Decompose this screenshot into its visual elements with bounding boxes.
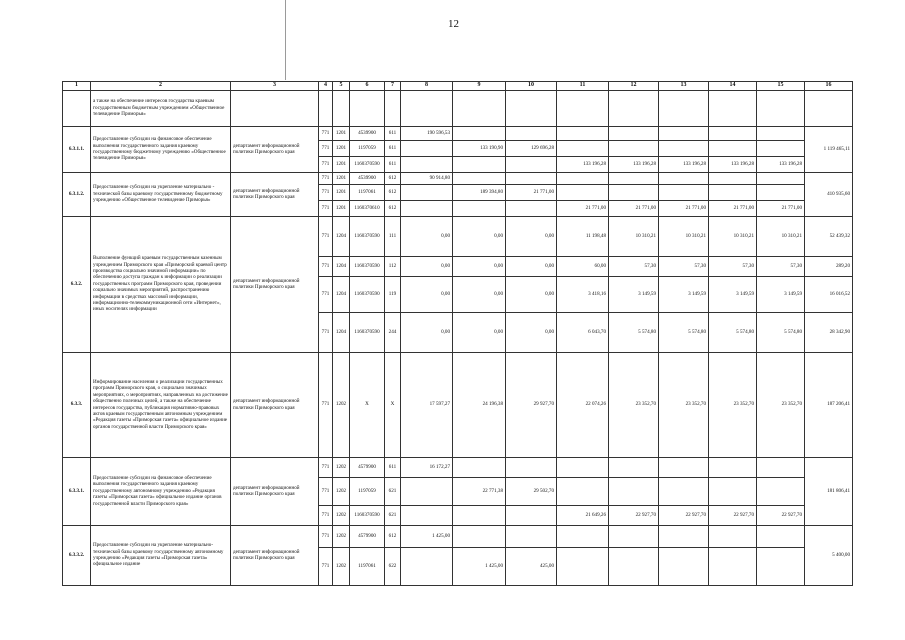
table-row: [63, 457, 853, 477]
column-number: 5: [333, 82, 350, 91]
cell-c4: 771: [319, 352, 333, 457]
cell-c10: 29 927,70: [506, 352, 557, 457]
row-executor: департамент информационной политики Приморского края: [231, 352, 319, 457]
column-number: 13: [659, 82, 709, 91]
cell-c14: [709, 477, 757, 505]
row-name: Выполнение функций краевым государственным казенным учреждением Приморского края «Приморский краевой центр производства социально значимой информации» по обеспечению доступа граждан к информации о реализации государственных программ Приморского края, проведении социально значимых мероприятий, распространению информации в средствах массовой информации, информационно-телекоммуникационной сети «Интернет», иных носителях информации: [91, 216, 231, 352]
cell-c14: [709, 90, 757, 126]
cell-c6: 4579900: [350, 457, 385, 477]
cell-c12: [609, 172, 659, 184]
row-executor: департамент информационной политики Приморского края: [231, 216, 319, 352]
cell-c6: 4579900: [350, 525, 385, 547]
cell-c12: 21 771,00: [609, 200, 659, 216]
cell-c9: [453, 126, 506, 140]
cell-c15: 133 196,28: [757, 156, 805, 172]
cell-c8: [401, 547, 453, 585]
cell-c14: 21 771,00: [709, 200, 757, 216]
cell-c9: 22 771,38: [453, 477, 506, 505]
page-number: 12: [448, 18, 459, 30]
cell-c9: [453, 172, 506, 184]
table-row: [63, 525, 853, 547]
block-total: 181 806,41: [805, 457, 853, 525]
row-total: 52 439,32: [805, 216, 853, 256]
cell-c9: 0,00: [453, 312, 506, 352]
cell-c4: 771: [319, 457, 333, 477]
cell-c7: 622: [385, 547, 401, 585]
cell-c4: 771: [319, 505, 333, 525]
cell-c12: 22 927,70: [609, 505, 659, 525]
cell-c7: 612: [385, 525, 401, 547]
cell-c12: 133 196,28: [609, 156, 659, 172]
cell-c5: 1202: [333, 547, 350, 585]
cell-c10: 425,00: [506, 547, 557, 585]
cell-c4: 771: [319, 525, 333, 547]
table-row: [63, 90, 853, 126]
cell-c12: 23 352,70: [609, 352, 659, 457]
cell-c10: 0,00: [506, 256, 557, 276]
column-number: 2: [91, 82, 231, 91]
column-number: 6: [350, 82, 385, 91]
cell-c15: 23 352,70: [757, 352, 805, 457]
cell-c13: [659, 457, 709, 477]
cell-c6: 4539900: [350, 126, 385, 140]
cell-c9: [453, 200, 506, 216]
cell-c12: [609, 184, 659, 200]
cell-c14: [709, 184, 757, 200]
row-code: [63, 90, 91, 126]
cell-c9: [453, 505, 506, 525]
cell-c14: [709, 140, 757, 156]
cell-c14: [709, 525, 757, 547]
cell-c4: 771: [319, 547, 333, 585]
cell-c7: 611: [385, 457, 401, 477]
cell-c13: [659, 477, 709, 505]
cell-c10: 129 696,28: [506, 140, 557, 156]
cell-c13: [659, 126, 709, 140]
table-row: [63, 126, 853, 140]
cell-c8: [401, 140, 453, 156]
cell-c13: 21 771,00: [659, 200, 709, 216]
cell-c6: [350, 90, 385, 126]
cell-c9: 0,00: [453, 216, 506, 256]
cell-c15: [757, 525, 805, 547]
cell-c15: [757, 184, 805, 200]
column-number: 10: [506, 82, 557, 91]
cell-c7: 612: [385, 172, 401, 184]
cell-c15: 3 149,59: [757, 276, 805, 312]
cell-c10: [506, 126, 557, 140]
row-total: 289,20: [805, 256, 853, 276]
row-name: а также на обеспечение интересов государства краевым государственным бюджетным учреждением «Общественное телевидение Приморья»: [91, 90, 231, 126]
cell-c14: [709, 457, 757, 477]
cell-c6: X: [350, 352, 385, 457]
cell-c9: 133 190,90: [453, 140, 506, 156]
cell-c7: 611: [385, 140, 401, 156]
cell-c11: [557, 525, 609, 547]
cell-c11: 22 074,26: [557, 352, 609, 457]
cell-c8: [401, 477, 453, 505]
cell-c4: 771: [319, 200, 333, 216]
cell-c11: 11 198,48: [557, 216, 609, 256]
column-number: 1: [63, 82, 91, 91]
cell-c10: 0,00: [506, 312, 557, 352]
cell-c10: 21 771,00: [506, 184, 557, 200]
cell-c5: [333, 90, 350, 126]
row-executor: департамент информационной политики Приморского края: [231, 525, 319, 585]
cell-c15: 57,30: [757, 256, 805, 276]
cell-c11: [557, 90, 609, 126]
cell-c14: 23 352,70: [709, 352, 757, 457]
cell-c5: 1202: [333, 477, 350, 505]
cell-c8: [401, 184, 453, 200]
cell-c5: 1201: [333, 200, 350, 216]
cell-c6: 1197061: [350, 184, 385, 200]
cell-c11: [557, 140, 609, 156]
cell-c7: 621: [385, 505, 401, 525]
row-name: Предоставление субсидии на финансовое обеспечение выполнения государственного задания краевому государственному автономному учреждению «Редакция газеты «Приморская газета» официальное издание органов государственной власти Приморского края»: [91, 457, 231, 525]
cell-c11: 133 196,28: [557, 156, 609, 172]
cell-c7: 244: [385, 312, 401, 352]
cell-c15: 22 927,70: [757, 505, 805, 525]
cell-c7: X: [385, 352, 401, 457]
cell-c4: 771: [319, 184, 333, 200]
column-number: 16: [805, 82, 853, 91]
row-name: Предоставление субсидии на укрепление материально-технической базы краевому государственному автономному учреждению «Редакция газеты «Приморская газета» официальное издание: [91, 525, 231, 585]
cell-c6: 4539900: [350, 172, 385, 184]
cell-c6: 1160370590: [350, 312, 385, 352]
cell-c8: [401, 156, 453, 172]
row-code: 6.3.3.2.: [63, 525, 91, 585]
block-total: 410 935,60: [805, 172, 853, 216]
cell-c5: 1204: [333, 276, 350, 312]
cell-c10: [506, 172, 557, 184]
cell-c10: [506, 90, 557, 126]
cell-c10: 29 502,70: [506, 477, 557, 505]
column-number-row: [63, 82, 853, 91]
cell-c4: 771: [319, 172, 333, 184]
cell-c11: [557, 126, 609, 140]
cell-c5: 1202: [333, 457, 350, 477]
cell-c11: 3 418,16: [557, 276, 609, 312]
cell-c4: 771: [319, 256, 333, 276]
cell-c6: 1197061: [350, 547, 385, 585]
cell-c8: 17 597,27: [401, 352, 453, 457]
cell-c12: 3 149,59: [609, 276, 659, 312]
cell-c8: 16 172,27: [401, 457, 453, 477]
cell-c13: 57,30: [659, 256, 709, 276]
cell-c6: 1160370590: [350, 256, 385, 276]
cell-c8: 190 596,53: [401, 126, 453, 140]
cell-c13: [659, 184, 709, 200]
cell-c15: [757, 126, 805, 140]
cell-c12: [609, 457, 659, 477]
cell-c11: [557, 172, 609, 184]
cell-c13: 5 574,80: [659, 312, 709, 352]
cell-c11: [557, 184, 609, 200]
cell-c10: [506, 505, 557, 525]
cell-c8: 0,00: [401, 312, 453, 352]
cell-c13: 133 196,28: [659, 156, 709, 172]
cell-c6: 1160370610: [350, 200, 385, 216]
cell-c6: 1160370590: [350, 156, 385, 172]
cell-c11: 6 043,70: [557, 312, 609, 352]
cell-c12: 57,30: [609, 256, 659, 276]
row-code: 6.3.1.2.: [63, 172, 91, 216]
cell-c5: 1201: [333, 126, 350, 140]
cell-c15: 5 574,80: [757, 312, 805, 352]
column-number: 12: [609, 82, 659, 91]
cell-c4: [319, 90, 333, 126]
cell-c9: [453, 90, 506, 126]
column-number: 14: [709, 82, 757, 91]
row-code: 6.3.3.1.: [63, 457, 91, 525]
cell-c7: 612: [385, 184, 401, 200]
cell-c5: 1204: [333, 312, 350, 352]
cell-c14: 3 149,59: [709, 276, 757, 312]
cell-c9: [453, 156, 506, 172]
cell-c7: 612: [385, 200, 401, 216]
cell-c8: [401, 505, 453, 525]
cell-c4: 771: [319, 312, 333, 352]
cell-c8: [401, 200, 453, 216]
cell-c5: 1201: [333, 140, 350, 156]
cell-c4: 771: [319, 276, 333, 312]
cell-c14: [709, 126, 757, 140]
cell-c5: 1202: [333, 352, 350, 457]
cell-c15: [757, 90, 805, 126]
column-number: 3: [231, 82, 319, 91]
row-name: Предоставление субсидии на финансовое обеспечение выполнения государственного задания краевому государственному бюджетному учреждению «Общественное телевидение Приморья»: [91, 126, 231, 172]
table-body: [63, 82, 853, 586]
cell-c15: [757, 477, 805, 505]
cell-c5: 1201: [333, 156, 350, 172]
cell-c15: [757, 140, 805, 156]
cell-c4: 771: [319, 156, 333, 172]
block-total: 1 119 465,11: [805, 126, 853, 172]
cell-c6: 1160370590: [350, 216, 385, 256]
cell-c12: [609, 525, 659, 547]
cell-c5: 1201: [333, 172, 350, 184]
cell-c14: [709, 172, 757, 184]
row-executor: департамент информационной политики Приморского края: [231, 172, 319, 216]
cell-c7: [385, 90, 401, 126]
cell-c12: [609, 126, 659, 140]
fold-line: [285, 0, 286, 80]
cell-c7: 611: [385, 126, 401, 140]
cell-c10: 0,00: [506, 276, 557, 312]
cell-c14: 57,30: [709, 256, 757, 276]
cell-c13: [659, 140, 709, 156]
row-code: 6.3.3.: [63, 352, 91, 457]
cell-c11: 60,00: [557, 256, 609, 276]
cell-c13: [659, 547, 709, 585]
cell-c12: 10 310,21: [609, 216, 659, 256]
cell-c8: 0,00: [401, 216, 453, 256]
column-number: 8: [401, 82, 453, 91]
column-number: 9: [453, 82, 506, 91]
cell-c5: 1204: [333, 216, 350, 256]
cell-c13: [659, 90, 709, 126]
column-number: 4: [319, 82, 333, 91]
cell-c9: 0,00: [453, 276, 506, 312]
row-total: 28 342,90: [805, 312, 853, 352]
row-executor: департамент информационной политики Приморского края: [231, 457, 319, 525]
table-row: [63, 216, 853, 256]
cell-c15: [757, 547, 805, 585]
cell-c13: 23 352,70: [659, 352, 709, 457]
cell-c8: 0,00: [401, 276, 453, 312]
column-number: 7: [385, 82, 401, 91]
cell-c13: [659, 172, 709, 184]
cell-c14: 22 927,70: [709, 505, 757, 525]
cell-c6: 1160370590: [350, 505, 385, 525]
cell-c4: 771: [319, 477, 333, 505]
cell-c13: 22 927,70: [659, 505, 709, 525]
budget-table: [62, 81, 853, 586]
cell-c14: [709, 547, 757, 585]
row-executor: [231, 90, 319, 126]
cell-c14: 133 196,28: [709, 156, 757, 172]
cell-c9: 1 425,00: [453, 547, 506, 585]
cell-c9: 0,00: [453, 256, 506, 276]
cell-c4: 771: [319, 140, 333, 156]
cell-c10: [506, 525, 557, 547]
cell-c14: 5 574,80: [709, 312, 757, 352]
cell-c14: 10 310,21: [709, 216, 757, 256]
cell-c12: [609, 477, 659, 505]
cell-c6: 1197059: [350, 477, 385, 505]
cell-c5: 1202: [333, 525, 350, 547]
cell-c10: [506, 200, 557, 216]
cell-c12: [609, 547, 659, 585]
cell-c9: 189 394,80: [453, 184, 506, 200]
cell-c8: 0,00: [401, 256, 453, 276]
cell-c15: [757, 172, 805, 184]
cell-c13: [659, 525, 709, 547]
cell-c9: 24 196,38: [453, 352, 506, 457]
cell-c7: 119: [385, 276, 401, 312]
cell-c7: 611: [385, 156, 401, 172]
cell-c15: 21 771,00: [757, 200, 805, 216]
cell-c4: 771: [319, 216, 333, 256]
cell-c15: [757, 457, 805, 477]
cell-c13: 3 149,59: [659, 276, 709, 312]
row-executor: департамент информационной политики Приморского края: [231, 126, 319, 172]
cell-c12: [609, 90, 659, 126]
column-number: 11: [557, 82, 609, 91]
block-total: 187 206,41: [805, 352, 853, 457]
cell-c12: [609, 140, 659, 156]
cell-c8: 90 914,80: [401, 172, 453, 184]
cell-c7: 112: [385, 256, 401, 276]
row-name: Предоставление субсидии на укрепление материально - технической базы краевому государственному бюджетному учреждению «Общественное телевидение Приморья»: [91, 172, 231, 216]
cell-c5: 1201: [333, 184, 350, 200]
cell-c15: 10 310,21: [757, 216, 805, 256]
cell-c10: 0,00: [506, 216, 557, 256]
cell-c7: 621: [385, 477, 401, 505]
cell-c12: 5 574,80: [609, 312, 659, 352]
table-row: [63, 172, 853, 184]
cell-c4: 771: [319, 126, 333, 140]
cell-c10: [506, 156, 557, 172]
cell-c9: [453, 525, 506, 547]
cell-c10: [506, 457, 557, 477]
cell-c5: 1204: [333, 256, 350, 276]
cell-c11: [557, 477, 609, 505]
block-total: 5 400,00: [805, 525, 853, 585]
cell-c6: 1197059: [350, 140, 385, 156]
cell-c8: 1 425,00: [401, 525, 453, 547]
cell-c11: [557, 457, 609, 477]
block-total: [805, 90, 853, 126]
cell-c13: 10 310,21: [659, 216, 709, 256]
row-total: 16 016,52: [805, 276, 853, 312]
cell-c6: 1160370590: [350, 276, 385, 312]
cell-c11: 21 649,26: [557, 505, 609, 525]
cell-c9: [453, 457, 506, 477]
row-code: 6.3.2.: [63, 216, 91, 352]
column-number: 15: [757, 82, 805, 91]
cell-c8: [401, 90, 453, 126]
cell-c5: 1202: [333, 505, 350, 525]
table-row: [63, 352, 853, 457]
cell-c7: 111: [385, 216, 401, 256]
cell-c11: 21 771,00: [557, 200, 609, 216]
row-code: 6.3.1.1.: [63, 126, 91, 172]
cell-c11: [557, 547, 609, 585]
row-name: Информирование населения о реализации государственных программ Приморского края, о социально значимых мероприятиях, о мероприятиях, направленных на достижение общественно полезных целей, а также на обеспечение интересов государства, публикация нормативно-правовых актов краевым государственным автономным учреждением «Редакция газеты «Приморская газета» официальное издание органов государственной власти Приморского края»: [91, 352, 231, 457]
